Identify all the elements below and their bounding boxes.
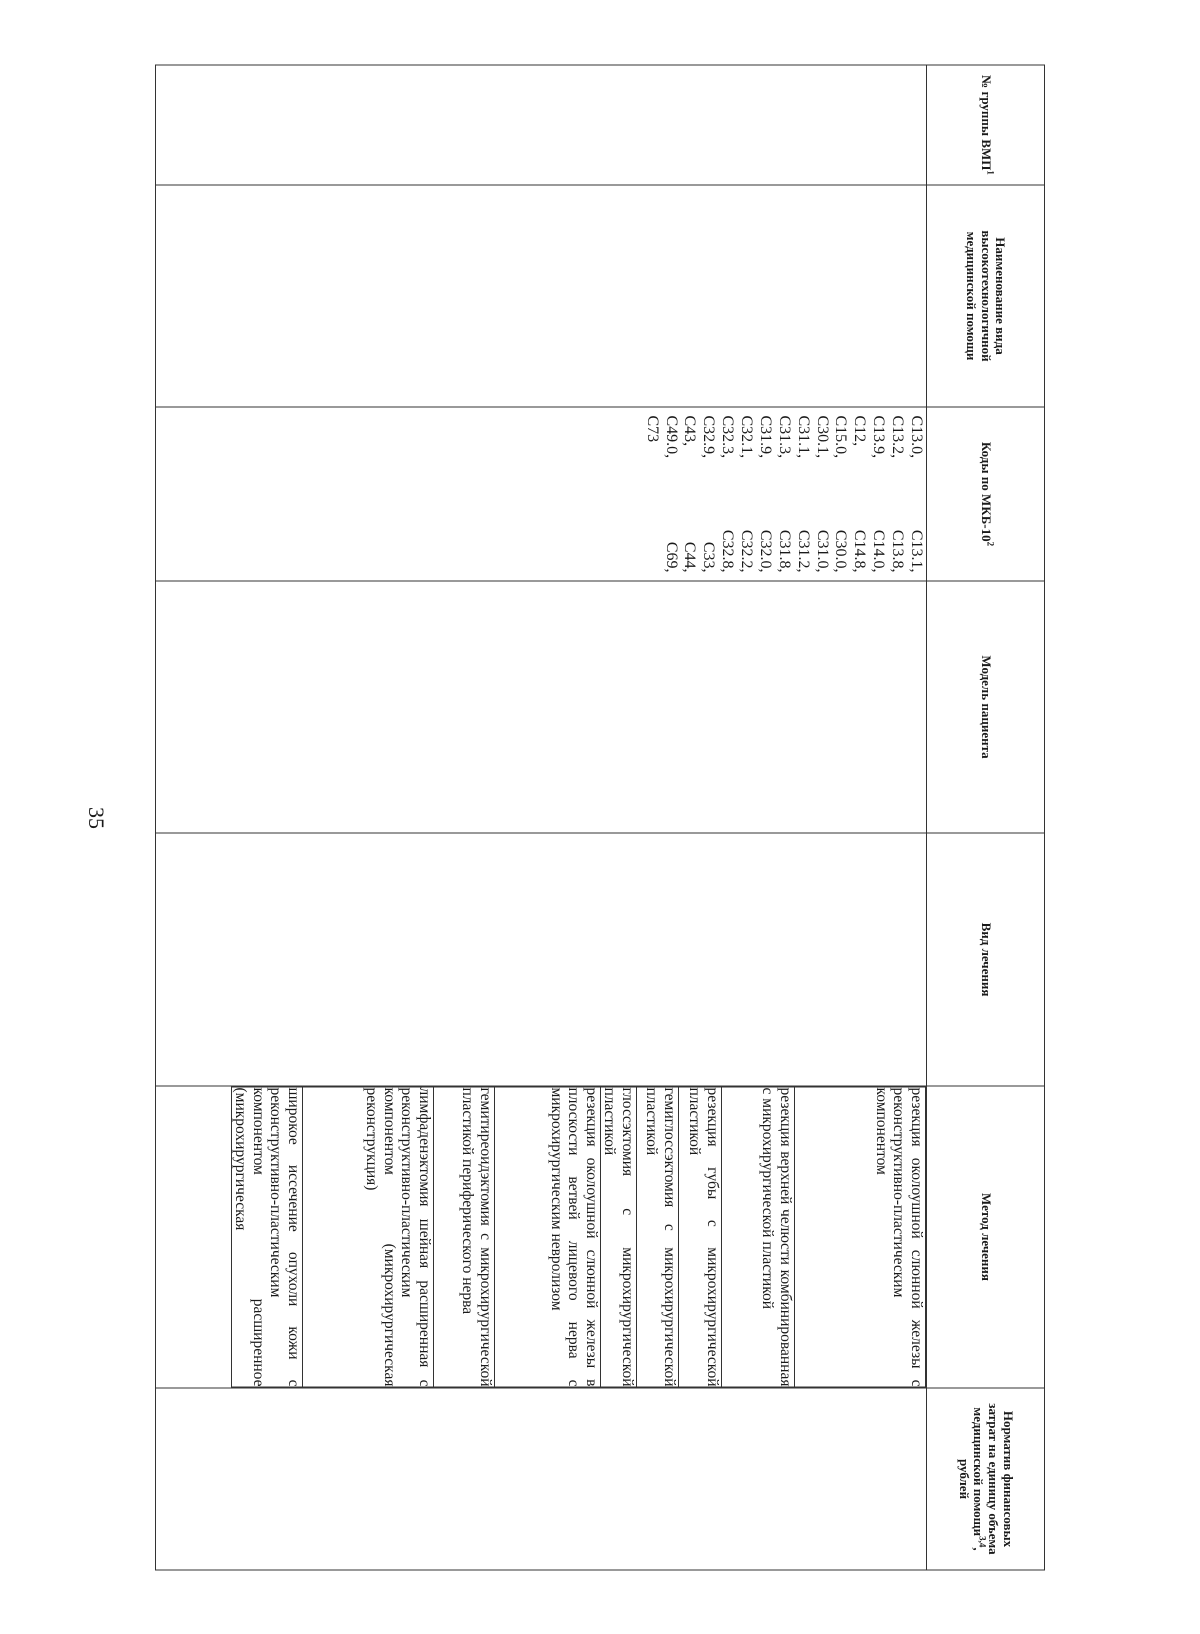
cell-icd-codes [156, 407, 927, 581]
icd-line: C31.3,C31.8, [775, 415, 793, 573]
method-item: гемитиреоидэктомия с микрохирургической пластикой периферического нерва [434, 1087, 495, 1387]
cell-name [156, 185, 927, 407]
icd-line: C73 [643, 415, 661, 443]
method-item: широкое иссечение опухоли кожи с реконструктивно-пластическим компонентом расширенное (микрохирургическая [232, 1087, 302, 1387]
cell-methods [156, 1086, 927, 1388]
method-item: резекция губы с микрохирургической пластикой [679, 1087, 722, 1387]
icd-line: C13.0,C13.1, [908, 415, 925, 573]
method-item: резекция околоушной слюнной железы в плоскости ветвей лицевого нерва с микрохирургическим невролизом [495, 1087, 601, 1387]
cell-cost [156, 1388, 927, 1570]
header-group-no: № группы ВМП$^1$ [927, 65, 1045, 185]
method-item: гемиглоссэктомия с микрохирургической пластикой [637, 1087, 679, 1387]
method-item: глоссэктомия с микрохирургической пластикой [601, 1087, 636, 1387]
icd-line: C15.0,C30.0, [832, 415, 850, 573]
cell-treatment-type [156, 833, 927, 1086]
document-sheet [155, 65, 1045, 1570]
icd-line: C30.1,C31.0, [813, 415, 831, 573]
vmp-table [155, 65, 1045, 1571]
icd-line: C31.1,C31.2, [794, 415, 812, 573]
method-item: резекция околоушной слюнной железы с реконструктивно-пластическим компонентом [795, 1087, 926, 1387]
icd-line: C12,C14.8, [851, 415, 869, 573]
icd-line: C49.0,C69, [662, 415, 680, 573]
icd-line: C31.9,C32.0, [757, 415, 774, 573]
header-icd: Коды по МКБ-$10^2$ [927, 407, 1045, 581]
header-patient-model: Модель пациента [927, 581, 1045, 833]
cell-patient-model [156, 581, 927, 833]
page-number: 35 [84, 807, 109, 829]
header-cost: Норматив финансовых затрат на единицу объема медицинской помощи$^{3,4}$, рублей [927, 1388, 1045, 1570]
method-item: резекция верхней челюсти комбинированная с микрохирургической пластикой [722, 1087, 795, 1387]
header-name: Наименование вида высокотехнологичной медицинской помощи [927, 185, 1045, 407]
method-item: лимфаденэктомия шейная расширенная с реконструктивно-пластическим компонентом (микрохирургическая реконструкция) [303, 1087, 434, 1387]
header-row [927, 65, 1045, 1570]
icd-line: C43,C44, [681, 415, 699, 573]
icd-line: C13.9,C14.0, [870, 415, 888, 573]
icd-line: C32.9,C33, [700, 415, 718, 573]
table-row [156, 65, 927, 1570]
icd-line: C32.1,C32.2, [738, 415, 756, 573]
header-treatment-type: Вид лечения [927, 833, 1045, 1086]
methods-list [231, 1087, 926, 1388]
cell-group-no [156, 65, 927, 185]
header-method: Метод лечения [927, 1086, 1045, 1388]
icd-line: C13.2,C13.8, [889, 415, 907, 573]
icd-line: C32.3,C32.8, [719, 415, 737, 573]
